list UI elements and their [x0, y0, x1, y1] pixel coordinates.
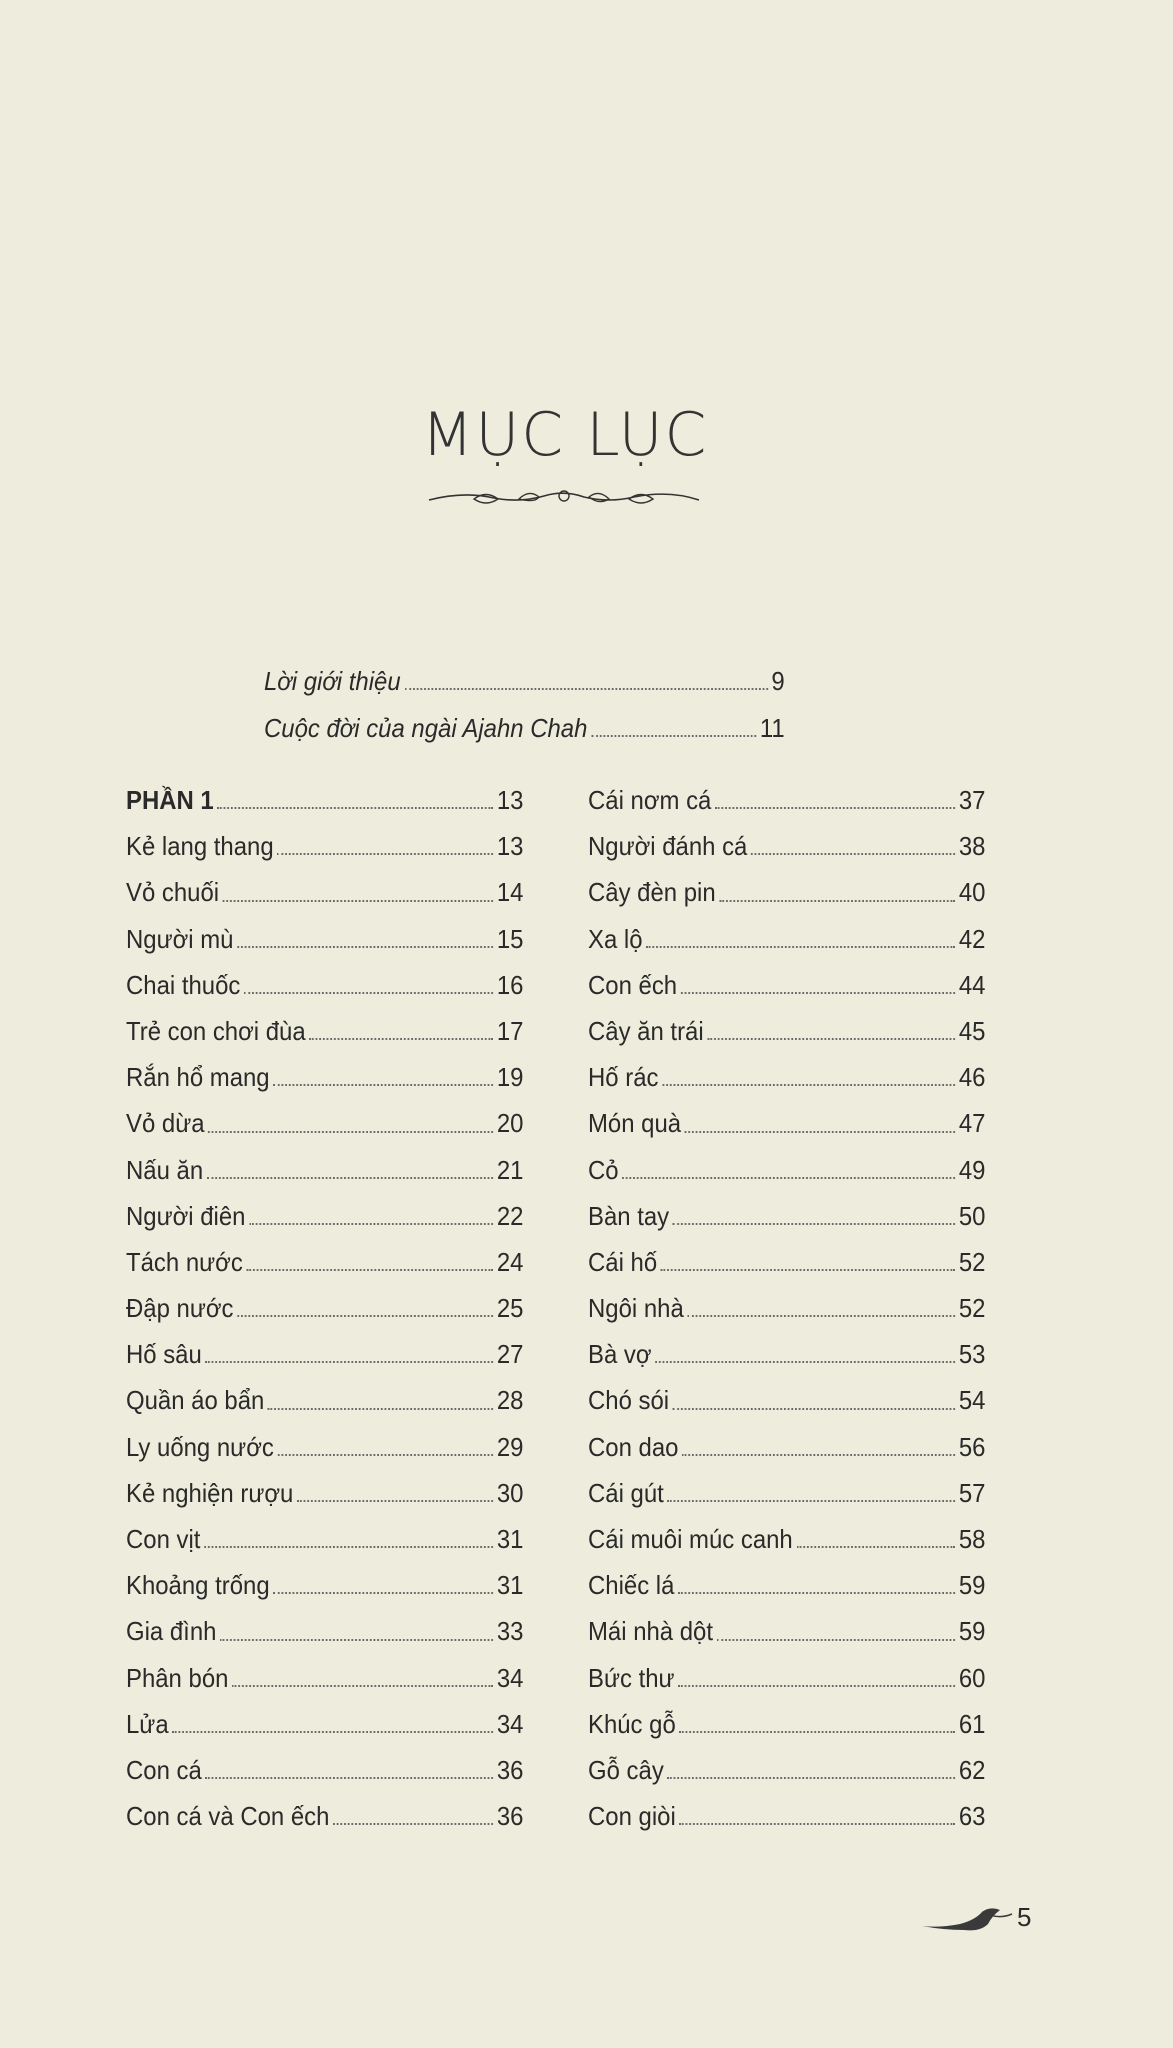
- dot-leader: [249, 1223, 493, 1225]
- toc-page-number: 40: [958, 877, 986, 908]
- toc-entry[interactable]: [126, 1324, 523, 1370]
- toc-entry-label: Mái nhà dột: [588, 1616, 714, 1647]
- toc-entry[interactable]: [588, 816, 985, 862]
- dot-leader: [646, 946, 955, 948]
- toc-entry-label: Bức thư: [588, 1662, 675, 1693]
- toc-entry-label: Gỗ cây: [588, 1754, 664, 1785]
- toc-entry-label: Chiếc lá: [588, 1570, 675, 1601]
- toc-page-number: 21: [496, 1154, 524, 1185]
- toc-entry-label: Tách nước: [126, 1246, 243, 1277]
- toc-entry[interactable]: [588, 1370, 985, 1416]
- toc-entry-label: Lời giới thiệu: [264, 665, 401, 696]
- dot-leader: [223, 900, 493, 902]
- dot-leader: [268, 1408, 493, 1410]
- toc-entry[interactable]: [588, 770, 985, 816]
- toc-entry[interactable]: [588, 1463, 985, 1509]
- toc-page-number: 15: [496, 923, 524, 954]
- dot-leader: [277, 853, 493, 855]
- dot-leader: [707, 1038, 955, 1040]
- toc-page-number: 27: [496, 1339, 524, 1370]
- toc-entry[interactable]: [126, 955, 523, 1001]
- toc-entry[interactable]: [588, 1555, 985, 1601]
- toc-entry[interactable]: [126, 1601, 523, 1647]
- toc-entry-label: Hố sâu: [126, 1339, 202, 1370]
- dot-leader: [678, 1685, 955, 1687]
- toc-page-number: 11: [759, 712, 785, 743]
- toc-entry[interactable]: [126, 1740, 523, 1786]
- toc-entry[interactable]: [126, 1093, 523, 1139]
- toc-page-number: 60: [958, 1662, 986, 1693]
- dot-leader: [246, 1269, 493, 1271]
- toc-entry-label: Con ếch: [588, 969, 678, 1000]
- dot-leader: [237, 1315, 493, 1317]
- toc-entry-biography[interactable]: [264, 697, 785, 744]
- toc-entry[interactable]: [126, 1463, 523, 1509]
- toc-entry[interactable]: [588, 1047, 985, 1093]
- toc-entry-label: Con vịt: [126, 1524, 201, 1554]
- toc-column-left: [126, 770, 558, 1832]
- dot-leader: [273, 1592, 493, 1594]
- toc-page-number: 62: [958, 1754, 986, 1785]
- dot-leader: [622, 1177, 955, 1179]
- toc-page-number: 52: [958, 1293, 986, 1324]
- dot-leader: [655, 1361, 955, 1363]
- toc-page-number: 52: [958, 1246, 986, 1277]
- dot-leader: [667, 1500, 955, 1502]
- toc-entry[interactable]: [588, 1140, 985, 1186]
- dot-leader: [662, 1084, 955, 1086]
- toc-page-number: 37: [958, 785, 986, 815]
- dot-leader: [309, 1038, 493, 1040]
- toc-entry[interactable]: [588, 955, 985, 1001]
- toc-page-number: 53: [958, 1339, 986, 1370]
- dot-leader: [205, 1361, 493, 1363]
- dot-leader: [333, 1823, 493, 1825]
- toc-entry-label: Bà vợ: [588, 1339, 652, 1370]
- toc-page-number: 61: [958, 1708, 986, 1739]
- toc-entry-label: Con dao: [588, 1431, 679, 1462]
- dot-leader: [404, 688, 767, 690]
- toc-page-number: 38: [958, 831, 986, 862]
- toc-entry-label: Cây ăn trái: [588, 1015, 704, 1046]
- dot-leader: [232, 1685, 493, 1687]
- toc-entry-label: Bàn tay: [588, 1200, 670, 1231]
- dot-leader: [682, 1454, 955, 1456]
- dot-leader: [204, 1546, 493, 1548]
- toc-entry-label: Trẻ con chơi đùa: [126, 1015, 306, 1046]
- toc-entry-label: Người điên: [126, 1200, 246, 1231]
- toc-page-number: 13: [496, 785, 524, 815]
- toc-entry-label: Người mù: [126, 923, 234, 954]
- toc-entry[interactable]: [126, 1509, 523, 1555]
- toc-page-number: 14: [496, 877, 524, 908]
- toc-entry-label: Lửa: [126, 1708, 169, 1739]
- toc-entry-label: Ly uống nước: [126, 1431, 274, 1462]
- toc-entry-label: Cái gút: [588, 1477, 664, 1508]
- toc-entry[interactable]: [588, 1417, 985, 1463]
- toc-entry-label: Phân bón: [126, 1662, 229, 1693]
- toc-entry-label: Khoảng trống: [126, 1570, 270, 1601]
- toc-entry[interactable]: [126, 1047, 523, 1093]
- toc-entry[interactable]: [588, 1601, 985, 1647]
- toc-entry-label: Quần áo bẩn: [126, 1385, 265, 1416]
- dot-leader: [208, 1131, 493, 1133]
- toc-page-number: 59: [958, 1616, 986, 1647]
- toc-entry[interactable]: [126, 1186, 523, 1232]
- toc-page-number: 9: [771, 665, 785, 696]
- toc-page-number: 49: [958, 1154, 986, 1185]
- dot-leader: [751, 853, 955, 855]
- toc-entry-label: Cây đèn pin: [588, 877, 716, 908]
- dot-leader: [796, 1546, 955, 1548]
- toc-page-number: 31: [496, 1570, 524, 1601]
- toc-page-number: 17: [496, 1015, 524, 1046]
- dot-leader: [715, 807, 955, 809]
- dot-leader: [667, 1777, 955, 1779]
- toc-page-number: 36: [496, 1801, 524, 1832]
- toc-entry[interactable]: [588, 1694, 985, 1740]
- toc-part-heading[interactable]: [126, 770, 523, 816]
- toc-page-number: 56: [958, 1431, 986, 1462]
- toc-entry-label: Con cá: [126, 1754, 202, 1785]
- toc-page-number: 30: [496, 1477, 524, 1508]
- page-title: MỤC LỤC: [421, 400, 709, 470]
- dot-leader: [679, 1731, 955, 1733]
- toc-entry[interactable]: [126, 1370, 523, 1416]
- toc-page-number: 31: [496, 1524, 524, 1554]
- toc-entry-label: Rắn hổ mang: [126, 1062, 270, 1093]
- toc-entry-label: Cái nơm cá: [588, 785, 712, 815]
- toc-entry[interactable]: [126, 1417, 523, 1463]
- toc-entry-label: Đập nước: [126, 1293, 234, 1324]
- toc-entry-label: Con cá và Con ếch: [126, 1801, 330, 1832]
- toc-entry[interactable]: [126, 862, 523, 908]
- toc-entry-label: PHẦN 1: [126, 785, 214, 815]
- dot-leader: [244, 992, 493, 994]
- toc-page-number: 33: [496, 1616, 524, 1647]
- toc-entry-label: Người đánh cá: [588, 831, 748, 862]
- dot-leader: [678, 1592, 955, 1594]
- dot-leader: [273, 1084, 493, 1086]
- dot-leader: [681, 992, 955, 994]
- toc-entry[interactable]: [126, 1648, 523, 1694]
- toc-page-number: 25: [496, 1293, 524, 1324]
- dot-leader: [297, 1500, 493, 1502]
- toc-entry[interactable]: [126, 1694, 523, 1740]
- dot-leader: [685, 1131, 955, 1133]
- toc-page-number: 19: [496, 1062, 524, 1093]
- toc-entry[interactable]: [588, 1001, 985, 1047]
- toc-entry-label: Cái hố: [588, 1246, 658, 1277]
- toc-entry[interactable]: [588, 1740, 985, 1786]
- toc-page-number: 58: [958, 1524, 986, 1554]
- toc-entry[interactable]: [126, 1232, 523, 1278]
- toc-entry[interactable]: [588, 1648, 985, 1694]
- toc-page-number: 44: [958, 969, 986, 1000]
- toc-entry-label: Món quà: [588, 1108, 682, 1139]
- toc-entry-label: Ngôi nhà: [588, 1293, 684, 1324]
- toc-entry-label: Hố rác: [588, 1062, 659, 1093]
- toc-entry[interactable]: [126, 1278, 523, 1324]
- toc-entry[interactable]: [588, 1324, 985, 1370]
- toc-entry[interactable]: [126, 816, 523, 862]
- toc-column-right: [588, 770, 1020, 1832]
- toc-entry[interactable]: [588, 1232, 985, 1278]
- toc-page-number: 20: [496, 1108, 524, 1139]
- dot-leader: [717, 1639, 955, 1641]
- dot-leader: [591, 735, 756, 737]
- toc-entry[interactable]: [588, 1509, 985, 1555]
- toc-page-number: 63: [958, 1801, 986, 1832]
- toc-page-number: 54: [958, 1385, 986, 1416]
- dot-leader: [220, 1639, 493, 1641]
- toc-entry[interactable]: [588, 862, 985, 908]
- toc-page-number: 46: [958, 1062, 986, 1093]
- toc-page-number: 13: [496, 831, 524, 862]
- toc-entry-label: Cỏ: [588, 1154, 619, 1185]
- dot-leader: [719, 900, 955, 902]
- page-number: 5: [1017, 1902, 1032, 1932]
- toc-entry[interactable]: [126, 1555, 523, 1601]
- toc-page-number: 34: [496, 1708, 524, 1739]
- toc-page-number: 45: [958, 1015, 986, 1046]
- ornament-flourish-icon: [424, 483, 704, 513]
- toc-page-number: 50: [958, 1200, 986, 1231]
- dot-leader: [205, 1777, 493, 1779]
- toc-entry[interactable]: [126, 1001, 523, 1047]
- toc-page-number: 22: [496, 1200, 524, 1231]
- toc-entry[interactable]: [126, 1140, 523, 1186]
- toc-page-number: 36: [496, 1754, 524, 1785]
- toc-entry[interactable]: [126, 1786, 523, 1832]
- toc-entry-label: Kẻ nghiện rượu: [126, 1477, 294, 1508]
- toc-entry-label: Xa lộ: [588, 923, 643, 954]
- toc-entry[interactable]: [126, 909, 523, 955]
- toc-entry-label: Cuộc đời của ngài Ajahn Chah: [264, 712, 588, 743]
- toc-page-number: 47: [958, 1108, 986, 1139]
- toc-entry[interactable]: [588, 1278, 985, 1324]
- toc-entry-label: Chai thuốc: [126, 969, 241, 1000]
- toc-entry-label: Nấu ăn: [126, 1154, 204, 1185]
- dot-leader: [237, 946, 493, 948]
- toc-entry-label: Con giòi: [588, 1801, 676, 1832]
- toc-entry-label: Chó sói: [588, 1385, 670, 1416]
- dot-leader: [217, 807, 493, 809]
- toc-entry-label: Cái muôi múc canh: [588, 1524, 793, 1554]
- toc-page-number: 57: [958, 1477, 986, 1508]
- toc-entry-label: Kẻ lang thang: [126, 831, 274, 862]
- dot-leader: [673, 1223, 955, 1225]
- dot-leader: [278, 1454, 494, 1456]
- toc-page-number: 42: [958, 923, 986, 954]
- dot-leader: [207, 1177, 493, 1179]
- toc-entry-label: Vỏ chuối: [126, 877, 220, 908]
- toc-page-number: 28: [496, 1385, 524, 1416]
- toc-entry-label: Khúc gỗ: [588, 1708, 676, 1739]
- toc-entry-intro[interactable]: [264, 650, 785, 697]
- dot-leader: [687, 1315, 955, 1317]
- dot-leader: [679, 1823, 955, 1825]
- intro-list: [264, 650, 830, 744]
- toc-page-number: 24: [496, 1246, 524, 1277]
- toc-entry[interactable]: [588, 909, 985, 955]
- toc-entry-label: Gia đình: [126, 1616, 217, 1647]
- dot-leader: [673, 1408, 955, 1410]
- toc-entry-label: Vỏ dừa: [126, 1108, 205, 1139]
- toc-entry[interactable]: [588, 1186, 985, 1232]
- toc-entry[interactable]: [588, 1786, 985, 1832]
- dot-leader: [172, 1731, 493, 1733]
- dot-leader: [661, 1269, 955, 1271]
- toc-page-number: 59: [958, 1570, 986, 1601]
- toc-page-number: 29: [496, 1431, 524, 1462]
- toc-page-number: 16: [496, 969, 524, 1000]
- toc-entry[interactable]: [588, 1093, 985, 1139]
- toc-page-number: 34: [496, 1662, 524, 1693]
